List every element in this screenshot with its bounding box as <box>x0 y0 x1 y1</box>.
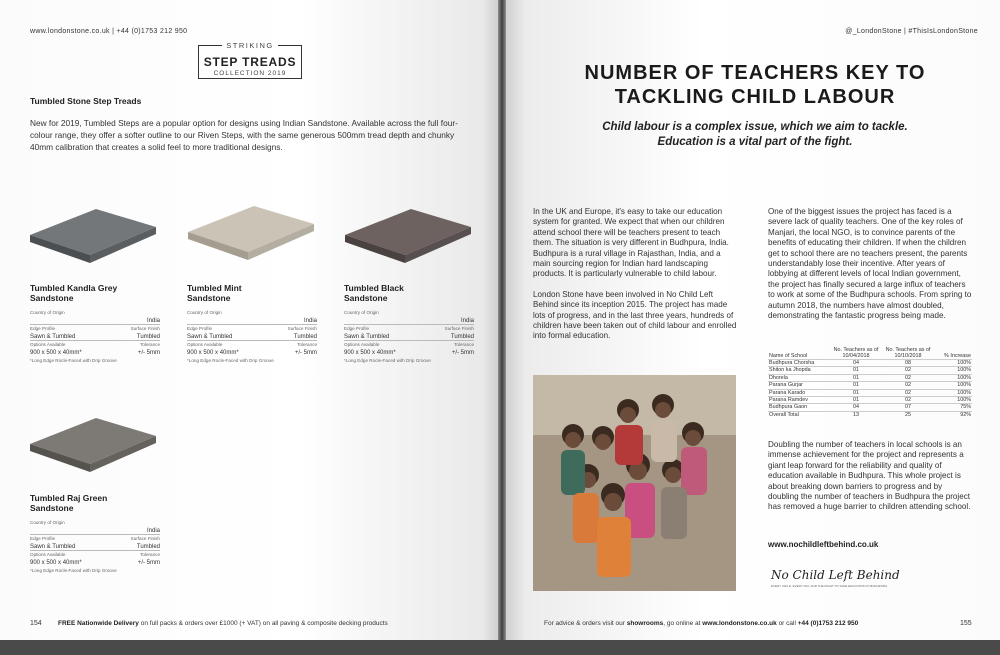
product-card <box>30 493 160 573</box>
finish-value: Tumbled <box>136 543 160 550</box>
badge-line2: STEP TREADS <box>203 55 297 69</box>
product-name-line2: Sandstone <box>30 293 74 303</box>
cell: 75% <box>934 404 972 411</box>
cell: 100% <box>934 389 972 396</box>
edge-value: Sawn & Tumbled <box>30 333 76 340</box>
finish-value: Tumbled <box>450 333 474 340</box>
footer-showrooms: showrooms <box>626 620 664 627</box>
product-name: Tumbled Black <box>344 283 404 293</box>
right-page <box>506 0 1000 640</box>
edge-label: Edge Profile <box>30 326 56 331</box>
cell: 25 <box>882 411 934 418</box>
children-photo <box>533 375 736 591</box>
column-header: Name of School <box>769 353 808 359</box>
origin-value: India <box>303 317 317 324</box>
product-note: *Long Edge Rocle-Faced with Drip Groove <box>344 358 431 363</box>
cell: Dhorela <box>768 374 830 381</box>
options-label: Options Available <box>344 342 380 347</box>
column-header: No. Teachers as of 10/10/2018 <box>885 347 931 359</box>
article-column-2-continued <box>768 440 974 523</box>
cell: 100% <box>934 382 972 389</box>
origin-label: Country of Origin <box>344 310 379 315</box>
book-gutter <box>498 0 506 640</box>
tolerance-label: Tolerance <box>140 342 160 347</box>
footer-prefix: For advice & orders visit our <box>544 620 627 627</box>
cell: 100% <box>934 367 972 374</box>
footer-or: or call <box>776 620 798 627</box>
paragraph: Doubling the number of teachers in local schools is an immense achievement for the project and represents a giant leap forward for the reliability and quality of education available in Budhpura. This whole project is about breaking down barriers to progress and by doubling the number of teachers in Budhpura the project has removed a huge barrier to children attending school. <box>768 440 971 512</box>
product-card <box>344 283 474 363</box>
tolerance-value: +/- 5mm <box>137 349 160 356</box>
page-number-right: 155 <box>960 620 972 627</box>
table-row <box>768 360 972 367</box>
cell: 01 <box>830 382 882 389</box>
product-note: *Long Edge Rocle-Faced with Drip Groove <box>30 568 117 573</box>
cell: 08 <box>882 360 934 367</box>
tolerance-label: Tolerance <box>297 342 317 347</box>
cell: 92% <box>934 411 972 418</box>
cell: 07 <box>882 404 934 411</box>
ncl-website: www.nochildleftbehind.co.uk <box>768 540 879 549</box>
cell: 04 <box>830 404 882 411</box>
table-row <box>768 389 972 396</box>
options-value: 900 x 500 x 40mm* <box>30 349 82 356</box>
cell: 01 <box>830 389 882 396</box>
cell: 100% <box>934 397 972 404</box>
cell: Budhpura Chorsha <box>768 360 830 367</box>
article-title <box>536 61 974 109</box>
cell: Overall Total <box>768 411 830 418</box>
paragraph: In the UK and Europe, it's easy to take our education system for granted. We expect that when our children attend school there will be teachers present to teach them. The situation is very different in Budhpura, India. Budhpura is a rural village in Rajasthan, India, and a main sourcing region for Indian hard landscaping products. It is particularly vulnerable to child labour. <box>533 207 729 279</box>
left-page <box>0 0 498 640</box>
product-name: Tumbled Kandla Grey <box>30 283 118 293</box>
table-header-row <box>768 347 972 360</box>
product-name: Tumbled Mint <box>187 283 242 293</box>
paragraph: London Stone have been involved in No Child Left Behind since its inception 2015. The project has made lots of progress, and in the last three years, hundreds of children have been taken out of child labour and enrolled into formal education. <box>533 289 737 341</box>
table-row <box>768 411 972 418</box>
edge-value: Sawn & Tumbled <box>187 333 233 340</box>
table-row <box>768 374 972 381</box>
subtitle-line1: Child labour is a complex issue, which we aim to tackle. <box>602 121 908 133</box>
slab-image-mint <box>186 202 316 266</box>
options-label: Options Available <box>187 342 223 347</box>
slab-image-black <box>343 205 473 269</box>
product-note: *Long Edge Rocle-Faced with Drip Groove <box>187 358 274 363</box>
tolerance-value: +/- 5mm <box>294 349 317 356</box>
finish-value: Tumbled <box>136 333 160 340</box>
delivery-text: on full packs & orders over £1000 (+ VAT) on all paving & composite decking products <box>138 620 388 627</box>
origin-label: Country of Origin <box>187 310 222 315</box>
section-title: Tumbled Stone Step Treads <box>30 96 142 106</box>
edge-value: Sawn & Tumbled <box>30 543 76 550</box>
origin-value: India <box>460 317 474 324</box>
title-line2: TACKLING CHILD LABOUR <box>614 86 896 108</box>
origin-label: Country of Origin <box>30 520 65 525</box>
cell: 02 <box>882 374 934 381</box>
intro-paragraph: New for 2019, Tumbled Steps are a popular option for designs using Indian Sandstone. Available across the full four-colour range, they offer a softer outline to our Riven Steps, with the same generous 500mm tread depth and chunky 40mm calibration that creates a solid feel to more traditional designs. <box>30 118 458 152</box>
slab-image-kandla-grey <box>28 205 158 269</box>
table-row <box>768 382 972 389</box>
table-row <box>768 397 972 404</box>
article-column-2 <box>768 207 974 331</box>
edge-label: Edge Profile <box>187 326 213 331</box>
tolerance-value: +/- 5mm <box>137 559 160 566</box>
options-label: Options Available <box>30 342 66 347</box>
cell: Parana Ramdev <box>768 397 830 404</box>
logo-tagline: EVERY CHILD, EVERY DAY, AND THE RIGHT TO SAFE EDUCATION IN BUDHPURA <box>771 584 888 588</box>
delivery-bold: FREE Nationwide Delivery <box>58 620 139 627</box>
slab-image-raj-green <box>28 414 158 478</box>
edge-label: Edge Profile <box>30 536 56 541</box>
cell: 02 <box>882 367 934 374</box>
product-note: *Long Edge Rocle-Faced with Drip Groove <box>30 358 117 363</box>
no-child-left-behind-logo: No Child Left Behind <box>771 568 900 582</box>
title-line1: NUMBER OF TEACHERS KEY TO <box>584 62 926 84</box>
product-name-line2: Sandstone <box>30 503 74 513</box>
tolerance-value: +/- 5mm <box>451 349 474 356</box>
header-website: www.londonstone.co.uk | +44 (0)1753 212 950 <box>30 28 188 35</box>
origin-value: India <box>146 317 160 324</box>
table-row <box>768 367 972 374</box>
edge-label: Edge Profile <box>344 326 370 331</box>
options-value: 900 x 500 x 40mm* <box>344 349 396 356</box>
cell: 02 <box>882 389 934 396</box>
table-row <box>768 404 972 411</box>
subtitle-line2: Education is a vital part of the fight. <box>657 136 853 148</box>
product-card <box>187 283 317 363</box>
footer-mid: , go online at <box>663 620 703 627</box>
product-name-line2: Sandstone <box>187 293 231 303</box>
cell: 02 <box>882 397 934 404</box>
finish-label: Surface Finish <box>130 536 160 541</box>
cell: 04 <box>830 360 882 367</box>
book-bottom-shadow <box>0 640 1000 655</box>
cell: 13 <box>830 411 882 418</box>
page-number-left: 154 <box>30 620 42 627</box>
paragraph: One of the biggest issues the project has faced is a severe lack of quality teachers. One of the key roles of Manjari, the local NGO, is to convince parents of the benefits of educating their children. If when the children get to school there are no teachers present, the parents understandably lose their incentive. After years of lobbying at different levels of local Indian government, the project has finally secured a large influx of teachers to work at some of the Budhpura schools. From spring to autumn 2018, the numbers have almost doubled, demonstrating the fantastic progress being made. <box>768 207 972 321</box>
edge-value: Sawn & Tumbled <box>344 333 390 340</box>
product-card <box>30 283 160 363</box>
origin-label: Country of Origin <box>30 310 65 315</box>
finish-label: Surface Finish <box>130 326 160 331</box>
finish-value: Tumbled <box>293 333 317 340</box>
cell: Budhpura Gaon <box>768 404 830 411</box>
product-name-line2: Sandstone <box>344 293 388 303</box>
teachers-table <box>768 347 972 418</box>
tolerance-label: Tolerance <box>140 552 160 557</box>
options-value: 900 x 500 x 40mm* <box>30 559 82 566</box>
origin-value: India <box>146 527 160 534</box>
header-social: @_LondonStone | #ThisIsLondonStone <box>845 28 978 35</box>
cell: Parana Karado <box>768 389 830 396</box>
footer-delivery <box>58 620 388 627</box>
cell: Shiton ka Jhopda <box>768 367 830 374</box>
cell: 02 <box>882 382 934 389</box>
column-header: % Increase <box>944 353 971 359</box>
options-label: Options Available <box>30 552 66 557</box>
badge-line1: STRIKING <box>222 41 277 50</box>
children-group-illustration <box>533 375 736 591</box>
cell: 100% <box>934 374 972 381</box>
footer-phone: +44 (0)1753 212 950 <box>797 620 859 627</box>
footer-web: www.londonstone.co.uk <box>702 620 777 627</box>
article-subtitle <box>536 120 974 150</box>
cell: Parana Gurjar <box>768 382 830 389</box>
product-name: Tumbled Raj Green <box>30 493 108 503</box>
finish-label: Surface Finish <box>287 326 317 331</box>
collection-badge <box>198 41 302 79</box>
finish-label: Surface Finish <box>444 326 474 331</box>
tolerance-label: Tolerance <box>454 342 474 347</box>
badge-line3: COLLECTION 2019 <box>213 70 287 77</box>
footer-advice <box>544 620 858 627</box>
cell: 100% <box>934 360 972 367</box>
article-column-1 <box>533 207 739 352</box>
cell: 01 <box>830 397 882 404</box>
cell: 01 <box>830 367 882 374</box>
column-header: No. Teachers as of 10/04/2018 <box>833 347 879 359</box>
options-value: 900 x 500 x 40mm* <box>187 349 239 356</box>
cell: 01 <box>830 374 882 381</box>
